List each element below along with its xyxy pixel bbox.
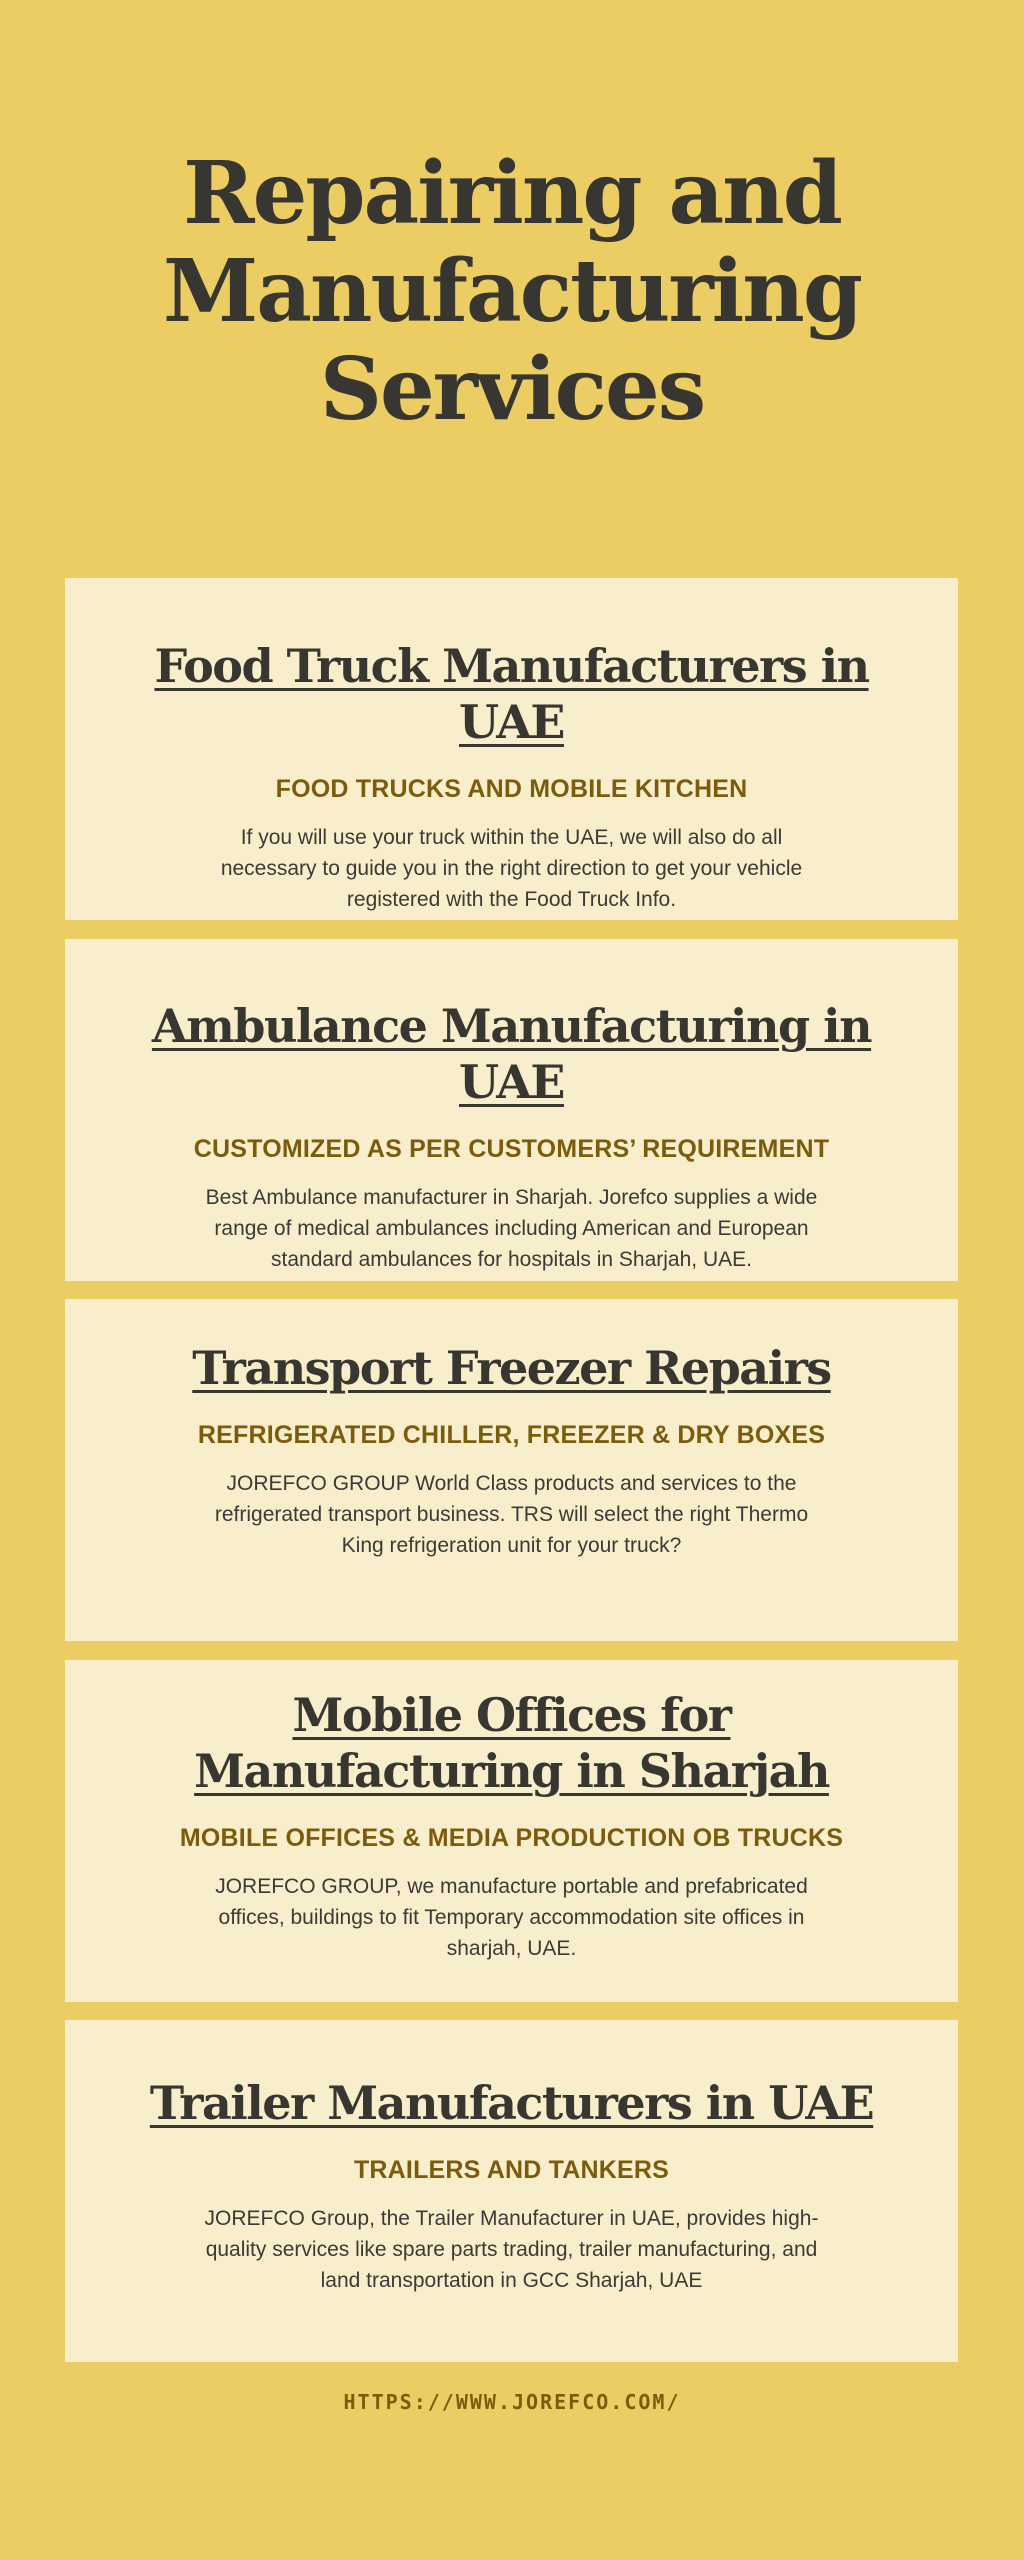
card-title: Mobile Offices for Manufacturing in Sharjah (194, 1688, 829, 1798)
card-body: JOREFCO GROUP, we manufacture portable and prefabricated offices, buildings to fit Temporary accommodation site offices in sharjah, UAE. (215, 1875, 808, 1960)
card-title: Ambulance Manufacturing in UAE (151, 999, 872, 1109)
card-freezer (65, 1299, 958, 1641)
card-title: Food Truck Manufacturers in UAE (154, 639, 869, 749)
card-title: Transport Freezer Repairs (192, 1341, 831, 1395)
page-title-line-3: Services (319, 339, 705, 440)
card-body: If you will use your truck within the UAE, we will also do all necessary to guide you in the right direction to get your vehicle registered with the Food Truck Info. (220, 826, 803, 911)
card-subtitle: MOBILE OFFICES & MEDIA PRODUCTION OB TRUCKS (179, 1824, 844, 1852)
page-title-line-1: Repairing and (183, 143, 841, 244)
card-title: Trailer Manufacturers in UAE (149, 2076, 874, 2130)
card-body: JOREFCO GROUP World Class products and services to the refrigerated transport business. TRS will select the right Thermo King refrigeration unit for your truck? (214, 1472, 809, 1557)
page-title (0, 145, 1024, 439)
page-title-line-2: Manufacturing (163, 241, 861, 342)
card-mobile-offices (65, 1660, 958, 2002)
website-link[interactable]: HTTPS://WWW.JOREFCO.COM/ (343, 2390, 681, 2414)
card-subtitle: CUSTOMIZED AS PER CUSTOMERS’ REQUIREMENT (193, 1135, 830, 1163)
card-subtitle: FOOD TRUCKS AND MOBILE KITCHEN (275, 775, 748, 803)
card-body: Best Ambulance manufacturer in Sharjah. Jorefco supplies a wide range of medical ambulances including American and European standard ambulances for hospitals in Sharjah, UAE. (205, 1186, 818, 1271)
card-ambulance (65, 939, 958, 1281)
card-food-truck (65, 578, 958, 920)
card-body: JOREFCO Group, the Trailer Manufacturer in UAE, provides high-quality services like spare parts trading, trailer manufacturing, and land transportation in GCC Sharjah, UAE (204, 2207, 819, 2292)
card-trailers (65, 2020, 958, 2362)
card-subtitle: REFRIGERATED CHILLER, FREEZER & DRY BOXES (197, 1421, 826, 1449)
card-subtitle: TRAILERS AND TANKERS (353, 2156, 670, 2184)
